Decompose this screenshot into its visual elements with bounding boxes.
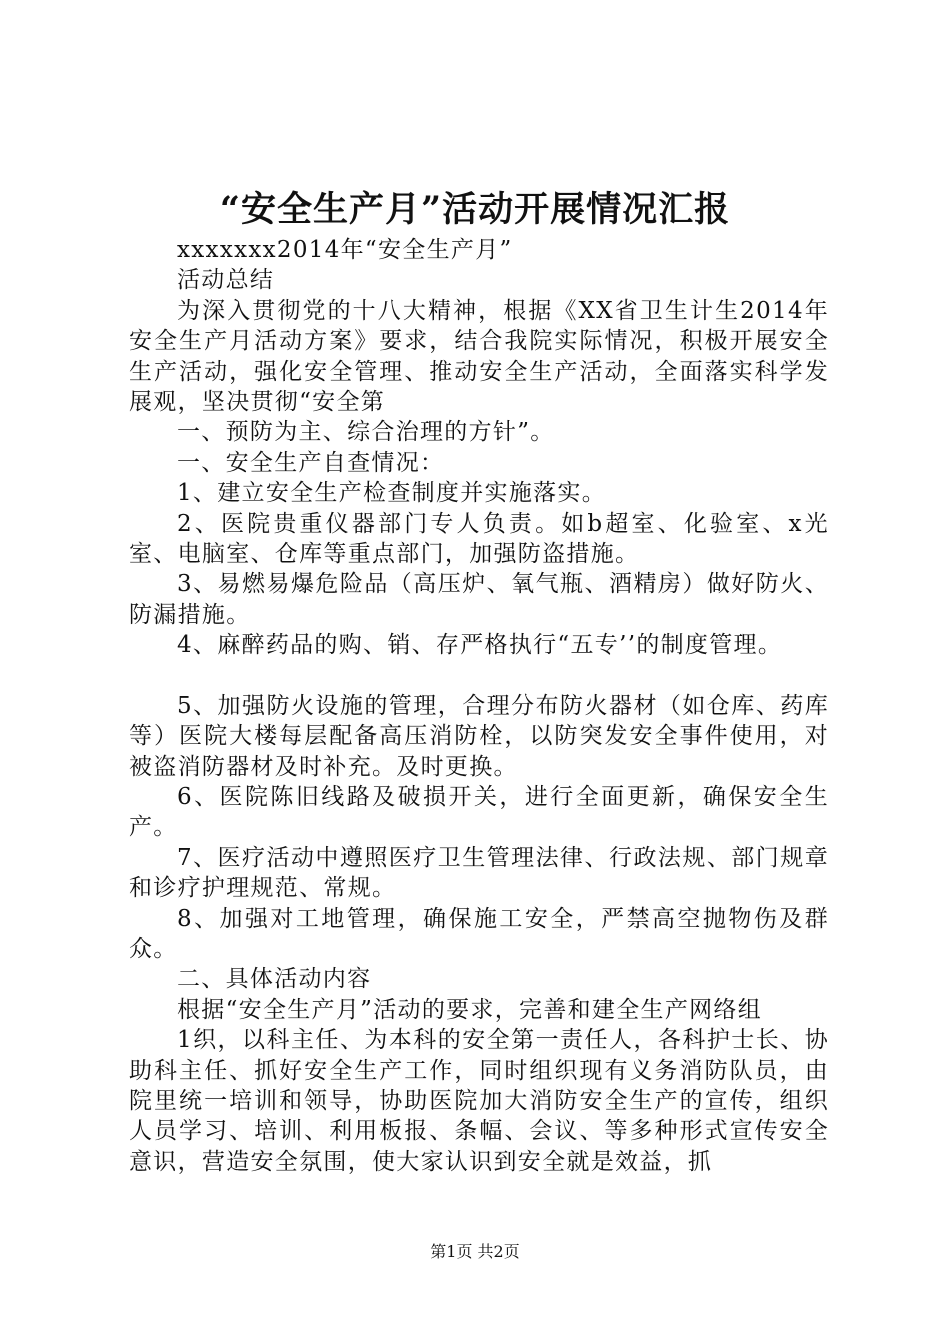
paragraph: 为深入贯彻党的十八大精神，根据《XX省卫生计生2014年安全生产月活动方案》要求，结合我院实际情况，积极开展安全生产活动，强化安全管理、推动安全生产活动，全面落实科学发展观，坚决贯彻“安全第 [129,297,829,416]
paragraph: 6、医院陈旧线路及破损开关，进行全面更新，确保安全生产。 [129,783,829,841]
paragraph: 5、加强防火设施的管理，合理分布防火器材（如仓库、药库等）医院大楼每层配备高压消防栓，以防突发安全事件使用，对被盗消防器材及时补充。及时更换。 [129,692,829,780]
paragraph: 根据“安全生产月”活动的要求，完善和建全生产网络组 [177,996,763,1023]
paragraph: xxxxxxx2014年“安全生产月” [177,237,513,263]
paragraph: 1、建立安全生产检查制度并实施落实。 [177,480,607,507]
section-heading: 二、具体活动内容 [177,966,372,993]
paragraph: 一、预防为主、综合治理的方针”。 [177,419,555,446]
paragraph: 3、易燃易爆危险品（高压炉、氧气瓶、酒精房）做好防火、防漏措施。 [129,571,829,628]
paragraph: 4、麻醉药品的购、销、存严格执行“五专’’的制度管理。 [177,632,783,659]
page-footer: 第1页 共2页 [430,1242,520,1261]
paragraph: 2、医院贵重仪器部门专人负责。如b超室、化验室、x光室、电脑室、仓库等重点部门，加强防盗措施。 [129,510,829,568]
paragraph: 7、医疗活动中遵照医疗卫生管理法律、行政法规、部门规章和诊疗护理规范、常规。 [129,844,829,902]
paragraph: 1织，以科主任、为本科的安全第一责任人，各科护士长、协助科主任、抓好安全生产工作，同时组织现有义务消防队员，由院里统一培训和领导，协助医院加大消防安全生产的宣传，组织人员学习、培训、利用板报、条幅、会议、等多种形式宣传安全意识，营造安全氛围，使大家认识到安全就是效益，抓 [129,1027,829,1175]
paragraph: 8、加强对工地管理，确保施工安全，严禁高空抛物伤及群众。 [129,905,829,962]
document-body [129,235,829,1177]
paragraph: 活动总结 [177,267,275,294]
document-title: “安全生产月”活动开展情况汇报 [219,189,731,230]
section-heading: 一、安全生产自查情况： [177,449,445,476]
